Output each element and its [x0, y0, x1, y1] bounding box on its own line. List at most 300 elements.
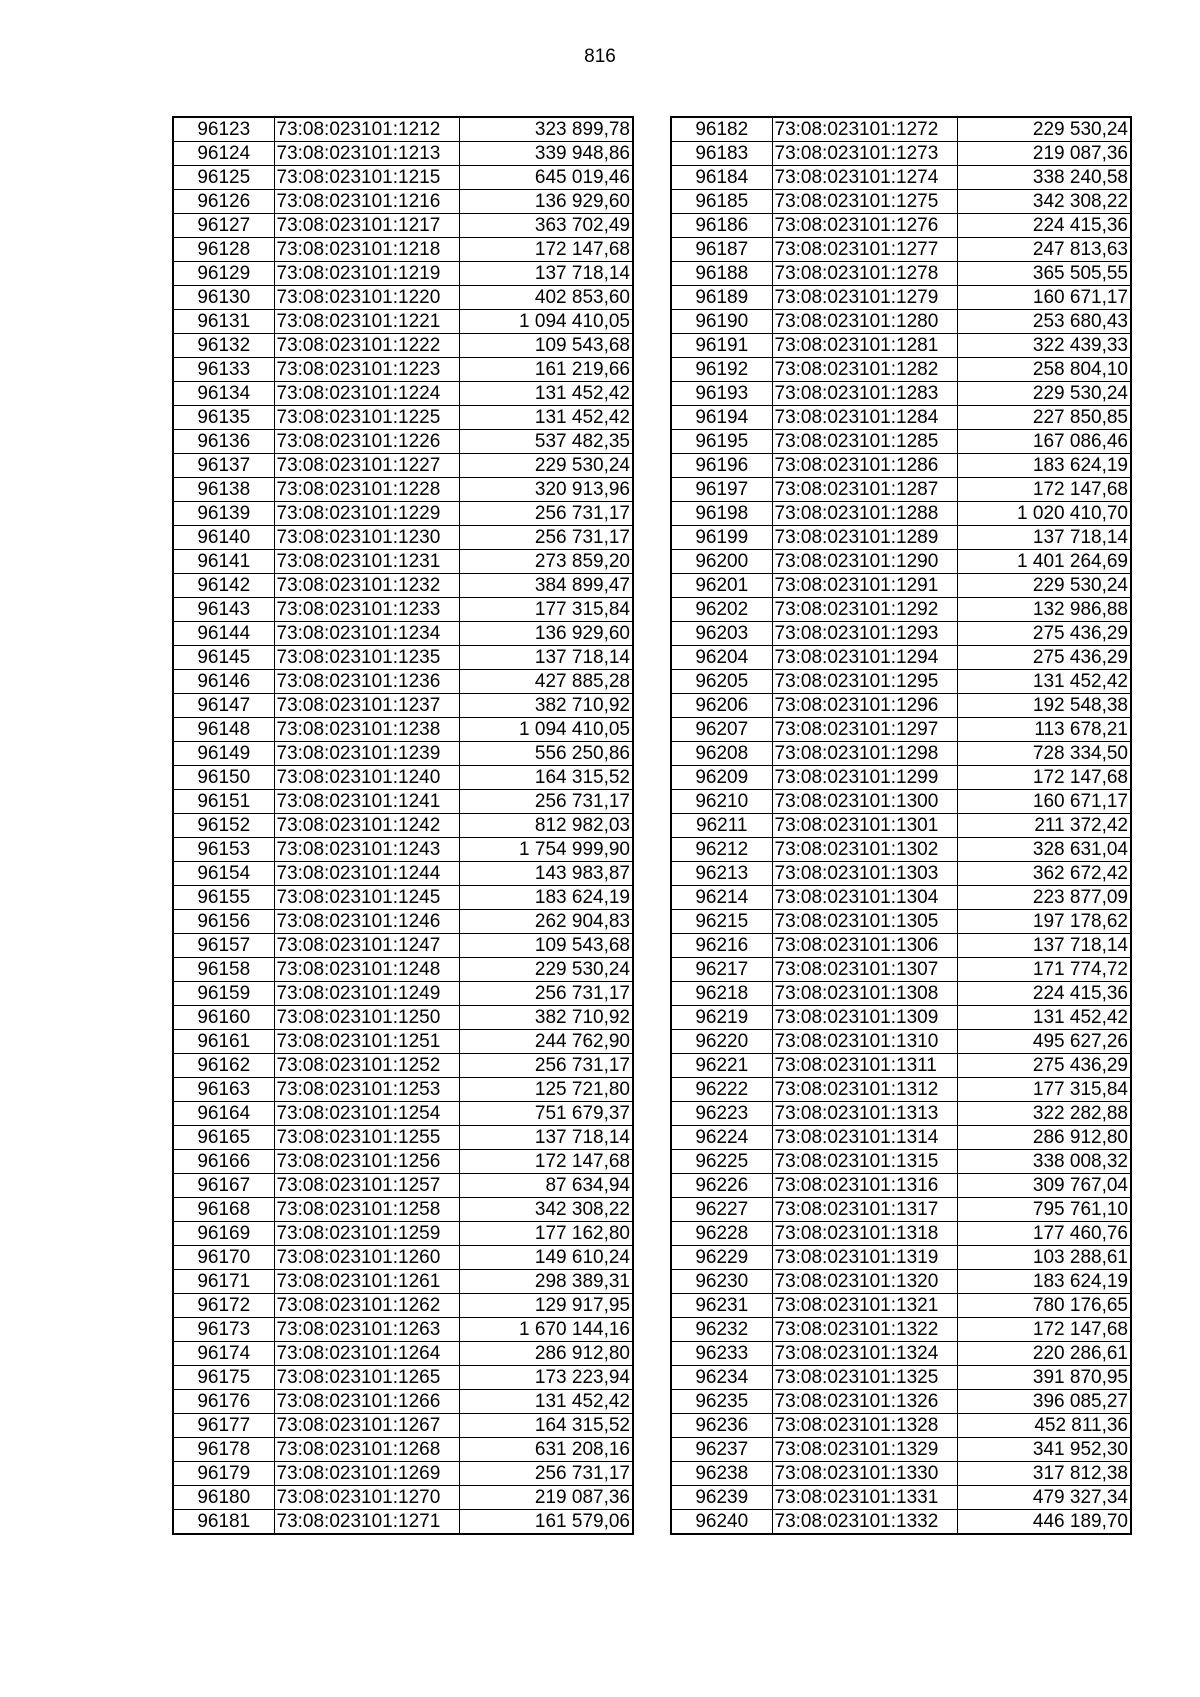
table-row: [173, 1438, 633, 1462]
cadastral-number-cell: 73:08:023101:1238: [274, 718, 459, 742]
value-cell: 172 147,68: [957, 766, 1131, 790]
cadastral-number-cell: 73:08:023101:1271: [274, 1510, 459, 1535]
row-number-cell: 96178: [173, 1438, 274, 1462]
value-cell: 172 147,68: [957, 1318, 1131, 1342]
value-cell: 256 731,17: [459, 1054, 633, 1078]
table-row: [173, 910, 633, 934]
value-cell: 224 415,36: [957, 214, 1131, 238]
cadastral-number-cell: 73:08:023101:1239: [274, 742, 459, 766]
cadastral-number-cell: 73:08:023101:1279: [772, 286, 957, 310]
cadastral-number-cell: 73:08:023101:1305: [772, 910, 957, 934]
row-number-cell: 96191: [671, 334, 772, 358]
row-number-cell: 96128: [173, 238, 274, 262]
cadastral-number-cell: 73:08:023101:1285: [772, 430, 957, 454]
cadastral-number-cell: 73:08:023101:1225: [274, 406, 459, 430]
value-cell: 396 085,27: [957, 1390, 1131, 1414]
row-number-cell: 96209: [671, 766, 772, 790]
row-number-cell: 96133: [173, 358, 274, 382]
row-number-cell: 96213: [671, 862, 772, 886]
cadastral-number-cell: 73:08:023101:1275: [772, 190, 957, 214]
row-number-cell: 96181: [173, 1510, 274, 1535]
value-cell: 131 452,42: [459, 1390, 633, 1414]
row-number-cell: 96170: [173, 1246, 274, 1270]
row-number-cell: 96230: [671, 1270, 772, 1294]
cadastral-number-cell: 73:08:023101:1260: [274, 1246, 459, 1270]
row-number-cell: 96233: [671, 1342, 772, 1366]
table-row: [173, 430, 633, 454]
table-row: [173, 862, 633, 886]
value-cell: 1 401 264,69: [957, 550, 1131, 574]
value-cell: 391 870,95: [957, 1366, 1131, 1390]
table-row: [173, 502, 633, 526]
cadastral-number-cell: 73:08:023101:1276: [772, 214, 957, 238]
value-cell: 167 086,46: [957, 430, 1131, 454]
value-cell: 1 670 144,16: [459, 1318, 633, 1342]
table-row: [173, 718, 633, 742]
table-row: [671, 286, 1131, 310]
cadastral-number-cell: 73:08:023101:1259: [274, 1222, 459, 1246]
cadastral-number-cell: 73:08:023101:1283: [772, 382, 957, 406]
row-number-cell: 96165: [173, 1126, 274, 1150]
row-number-cell: 96152: [173, 814, 274, 838]
cadastral-number-cell: 73:08:023101:1274: [772, 166, 957, 190]
row-number-cell: 96180: [173, 1486, 274, 1510]
table-row: [671, 310, 1131, 334]
table-row: [671, 190, 1131, 214]
cadastral-number-cell: 73:08:023101:1314: [772, 1126, 957, 1150]
table-row: [173, 1198, 633, 1222]
cadastral-number-cell: 73:08:023101:1295: [772, 670, 957, 694]
table-row: [173, 310, 633, 334]
cadastral-number-cell: 73:08:023101:1278: [772, 262, 957, 286]
cadastral-number-cell: 73:08:023101:1257: [274, 1174, 459, 1198]
cadastral-number-cell: 73:08:023101:1331: [772, 1486, 957, 1510]
row-number-cell: 96131: [173, 310, 274, 334]
cadastral-number-cell: 73:08:023101:1256: [274, 1150, 459, 1174]
row-number-cell: 96164: [173, 1102, 274, 1126]
row-number-cell: 96136: [173, 430, 274, 454]
value-cell: 109 543,68: [459, 934, 633, 958]
row-number-cell: 96147: [173, 694, 274, 718]
cadastral-number-cell: 73:08:023101:1248: [274, 958, 459, 982]
value-cell: 192 548,38: [957, 694, 1131, 718]
row-number-cell: 96130: [173, 286, 274, 310]
cadastral-number-cell: 73:08:023101:1280: [772, 310, 957, 334]
cadastral-number-cell: 73:08:023101:1215: [274, 166, 459, 190]
row-number-cell: 96155: [173, 886, 274, 910]
value-cell: 322 439,33: [957, 334, 1131, 358]
row-number-cell: 96143: [173, 598, 274, 622]
cadastral-number-cell: 73:08:023101:1316: [772, 1174, 957, 1198]
row-number-cell: 96148: [173, 718, 274, 742]
table-row: [173, 1222, 633, 1246]
row-number-cell: 96231: [671, 1294, 772, 1318]
cadastral-number-cell: 73:08:023101:1282: [772, 358, 957, 382]
cadastral-number-cell: 73:08:023101:1287: [772, 478, 957, 502]
cadastral-number-cell: 73:08:023101:1313: [772, 1102, 957, 1126]
cadastral-number-cell: 73:08:023101:1246: [274, 910, 459, 934]
table-row: [671, 1342, 1131, 1366]
value-cell: 556 250,86: [459, 742, 633, 766]
cadastral-number-cell: 73:08:023101:1296: [772, 694, 957, 718]
table-row: [671, 814, 1131, 838]
table-row: [173, 694, 633, 718]
value-cell: 219 087,36: [459, 1486, 633, 1510]
cadastral-number-cell: 73:08:023101:1301: [772, 814, 957, 838]
row-number-cell: 96135: [173, 406, 274, 430]
cadastral-number-cell: 73:08:023101:1294: [772, 646, 957, 670]
value-cell: 317 812,38: [957, 1462, 1131, 1486]
row-number-cell: 96205: [671, 670, 772, 694]
value-cell: 137 718,14: [459, 262, 633, 286]
cadastral-number-cell: 73:08:023101:1318: [772, 1222, 957, 1246]
table-row: [671, 1078, 1131, 1102]
cadastral-number-cell: 73:08:023101:1329: [772, 1438, 957, 1462]
row-number-cell: 96189: [671, 286, 772, 310]
value-cell: 339 948,86: [459, 142, 633, 166]
table-row: [671, 1030, 1131, 1054]
row-number-cell: 96127: [173, 214, 274, 238]
table-row: [671, 262, 1131, 286]
row-number-cell: 96237: [671, 1438, 772, 1462]
row-number-cell: 96174: [173, 1342, 274, 1366]
table-row: [173, 238, 633, 262]
cadastral-number-cell: 73:08:023101:1222: [274, 334, 459, 358]
table-row: [173, 1150, 633, 1174]
value-cell: 479 327,34: [957, 1486, 1131, 1510]
value-cell: 136 929,60: [459, 190, 633, 214]
value-cell: 427 885,28: [459, 670, 633, 694]
cadastral-number-cell: 73:08:023101:1321: [772, 1294, 957, 1318]
table-row: [671, 1414, 1131, 1438]
table-row: [173, 262, 633, 286]
value-cell: 1 020 410,70: [957, 502, 1131, 526]
cadastral-number-cell: 73:08:023101:1244: [274, 862, 459, 886]
table-row: [173, 766, 633, 790]
value-cell: 177 460,76: [957, 1222, 1131, 1246]
cadastral-number-cell: 73:08:023101:1229: [274, 502, 459, 526]
table-row: [671, 358, 1131, 382]
table-row: [173, 1342, 633, 1366]
value-cell: 113 678,21: [957, 718, 1131, 742]
registry-table-right-body: [671, 117, 1131, 1534]
cadastral-number-cell: 73:08:023101:1231: [274, 550, 459, 574]
value-cell: 132 986,88: [957, 598, 1131, 622]
row-number-cell: 96238: [671, 1462, 772, 1486]
cadastral-number-cell: 73:08:023101:1319: [772, 1246, 957, 1270]
value-cell: 256 731,17: [459, 502, 633, 526]
row-number-cell: 96157: [173, 934, 274, 958]
row-number-cell: 96211: [671, 814, 772, 838]
value-cell: 177 315,84: [459, 598, 633, 622]
value-cell: 172 147,68: [459, 238, 633, 262]
table-row: [671, 1318, 1131, 1342]
row-number-cell: 96172: [173, 1294, 274, 1318]
cadastral-number-cell: 73:08:023101:1297: [772, 718, 957, 742]
value-cell: 256 731,17: [459, 790, 633, 814]
value-cell: 342 308,22: [957, 190, 1131, 214]
row-number-cell: 96177: [173, 1414, 274, 1438]
value-cell: 229 530,24: [957, 117, 1131, 142]
cadastral-number-cell: 73:08:023101:1308: [772, 982, 957, 1006]
table-row: [671, 1390, 1131, 1414]
table-row: [671, 478, 1131, 502]
row-number-cell: 96214: [671, 886, 772, 910]
cadastral-number-cell: 73:08:023101:1281: [772, 334, 957, 358]
table-row: [671, 526, 1131, 550]
value-cell: 495 627,26: [957, 1030, 1131, 1054]
cadastral-number-cell: 73:08:023101:1299: [772, 766, 957, 790]
value-cell: 244 762,90: [459, 1030, 633, 1054]
value-cell: 728 334,50: [957, 742, 1131, 766]
table-row: [671, 1006, 1131, 1030]
row-number-cell: 96229: [671, 1246, 772, 1270]
row-number-cell: 96183: [671, 142, 772, 166]
table-row: [173, 838, 633, 862]
value-cell: 131 452,42: [957, 670, 1131, 694]
row-number-cell: 96184: [671, 166, 772, 190]
table-row: [173, 1294, 633, 1318]
cadastral-number-cell: 73:08:023101:1226: [274, 430, 459, 454]
cadastral-number-cell: 73:08:023101:1261: [274, 1270, 459, 1294]
table-row: [671, 1246, 1131, 1270]
table-row: [173, 1030, 633, 1054]
cadastral-number-cell: 73:08:023101:1266: [274, 1390, 459, 1414]
table-row: [671, 1366, 1131, 1390]
value-cell: 136 929,60: [459, 622, 633, 646]
value-cell: 183 624,19: [957, 454, 1131, 478]
table-row: [173, 190, 633, 214]
cadastral-number-cell: 73:08:023101:1310: [772, 1030, 957, 1054]
page-number: 816: [584, 46, 616, 67]
row-number-cell: 96199: [671, 526, 772, 550]
row-number-cell: 96185: [671, 190, 772, 214]
row-number-cell: 96145: [173, 646, 274, 670]
row-number-cell: 96162: [173, 1054, 274, 1078]
row-number-cell: 96173: [173, 1318, 274, 1342]
cadastral-number-cell: 73:08:023101:1237: [274, 694, 459, 718]
cadastral-number-cell: 73:08:023101:1270: [274, 1486, 459, 1510]
row-number-cell: 96158: [173, 958, 274, 982]
value-cell: 323 899,78: [459, 117, 633, 142]
table-row: [671, 910, 1131, 934]
value-cell: 338 240,58: [957, 166, 1131, 190]
table-row: [671, 934, 1131, 958]
table-row: [671, 982, 1131, 1006]
cadastral-number-cell: 73:08:023101:1302: [772, 838, 957, 862]
value-cell: 164 315,52: [459, 766, 633, 790]
row-number-cell: 96132: [173, 334, 274, 358]
table-row: [173, 1510, 633, 1535]
row-number-cell: 96232: [671, 1318, 772, 1342]
table-row: [671, 382, 1131, 406]
cadastral-number-cell: 73:08:023101:1272: [772, 117, 957, 142]
registry-table-left: [172, 116, 634, 1535]
value-cell: 256 731,17: [459, 982, 633, 1006]
cadastral-number-cell: 73:08:023101:1232: [274, 574, 459, 598]
table-row: [671, 1102, 1131, 1126]
value-cell: 247 813,63: [957, 238, 1131, 262]
table-row: [671, 1174, 1131, 1198]
cadastral-number-cell: 73:08:023101:1254: [274, 1102, 459, 1126]
registry-table-right: [670, 116, 1132, 1535]
cadastral-number-cell: 73:08:023101:1289: [772, 526, 957, 550]
value-cell: 273 859,20: [459, 550, 633, 574]
row-number-cell: 96175: [173, 1366, 274, 1390]
cadastral-number-cell: 73:08:023101:1326: [772, 1390, 957, 1414]
cadastral-number-cell: 73:08:023101:1247: [274, 934, 459, 958]
row-number-cell: 96141: [173, 550, 274, 574]
value-cell: 286 912,80: [957, 1126, 1131, 1150]
row-number-cell: 96197: [671, 478, 772, 502]
table-row: [173, 742, 633, 766]
cadastral-number-cell: 73:08:023101:1212: [274, 117, 459, 142]
value-cell: 137 718,14: [957, 934, 1131, 958]
cadastral-number-cell: 73:08:023101:1320: [772, 1270, 957, 1294]
row-number-cell: 96235: [671, 1390, 772, 1414]
table-row: [671, 958, 1131, 982]
row-number-cell: 96150: [173, 766, 274, 790]
value-cell: 253 680,43: [957, 310, 1131, 334]
row-number-cell: 96220: [671, 1030, 772, 1054]
row-number-cell: 96151: [173, 790, 274, 814]
value-cell: 161 219,66: [459, 358, 633, 382]
row-number-cell: 96218: [671, 982, 772, 1006]
row-number-cell: 96188: [671, 262, 772, 286]
cadastral-number-cell: 73:08:023101:1325: [772, 1366, 957, 1390]
row-number-cell: 96203: [671, 622, 772, 646]
table-row: [671, 1462, 1131, 1486]
row-number-cell: 96206: [671, 694, 772, 718]
table-row: [671, 502, 1131, 526]
cadastral-number-cell: 73:08:023101:1234: [274, 622, 459, 646]
cadastral-number-cell: 73:08:023101:1273: [772, 142, 957, 166]
row-number-cell: 96160: [173, 1006, 274, 1030]
cadastral-number-cell: 73:08:023101:1255: [274, 1126, 459, 1150]
table-row: [671, 1054, 1131, 1078]
cadastral-number-cell: 73:08:023101:1265: [274, 1366, 459, 1390]
value-cell: 131 452,42: [957, 1006, 1131, 1030]
value-cell: 103 288,61: [957, 1246, 1131, 1270]
value-cell: 363 702,49: [459, 214, 633, 238]
table-row: [173, 334, 633, 358]
value-cell: 1 094 410,05: [459, 718, 633, 742]
value-cell: 211 372,42: [957, 814, 1131, 838]
cadastral-number-cell: 73:08:023101:1315: [772, 1150, 957, 1174]
row-number-cell: 96129: [173, 262, 274, 286]
row-number-cell: 96125: [173, 166, 274, 190]
value-cell: 137 718,14: [459, 646, 633, 670]
table-row: [173, 670, 633, 694]
value-cell: 160 671,17: [957, 790, 1131, 814]
value-cell: 256 731,17: [459, 1462, 633, 1486]
cadastral-number-cell: 73:08:023101:1286: [772, 454, 957, 478]
row-number-cell: 96216: [671, 934, 772, 958]
table-row: [173, 1390, 633, 1414]
row-number-cell: 96200: [671, 550, 772, 574]
row-number-cell: 96163: [173, 1078, 274, 1102]
value-cell: 338 008,32: [957, 1150, 1131, 1174]
value-cell: 229 530,24: [459, 958, 633, 982]
table-row: [671, 1150, 1131, 1174]
value-cell: 229 530,24: [957, 574, 1131, 598]
value-cell: 183 624,19: [957, 1270, 1131, 1294]
cadastral-number-cell: 73:08:023101:1290: [772, 550, 957, 574]
value-cell: 309 767,04: [957, 1174, 1131, 1198]
row-number-cell: 96202: [671, 598, 772, 622]
table-row: [173, 1126, 633, 1150]
value-cell: 362 672,42: [957, 862, 1131, 886]
cadastral-number-cell: 73:08:023101:1300: [772, 790, 957, 814]
table-row: [671, 334, 1131, 358]
row-number-cell: 96124: [173, 142, 274, 166]
table-row: [173, 1366, 633, 1390]
cadastral-number-cell: 73:08:023101:1243: [274, 838, 459, 862]
value-cell: 645 019,46: [459, 166, 633, 190]
table-row: [671, 430, 1131, 454]
value-cell: 286 912,80: [459, 1342, 633, 1366]
row-number-cell: 96137: [173, 454, 274, 478]
table-row: [173, 406, 633, 430]
table-row: [173, 526, 633, 550]
cadastral-number-cell: 73:08:023101:1227: [274, 454, 459, 478]
cadastral-number-cell: 73:08:023101:1298: [772, 742, 957, 766]
table-row: [671, 718, 1131, 742]
row-number-cell: 96207: [671, 718, 772, 742]
value-cell: 227 850,85: [957, 406, 1131, 430]
value-cell: 224 415,36: [957, 982, 1131, 1006]
row-number-cell: 96223: [671, 1102, 772, 1126]
value-cell: 751 679,37: [459, 1102, 633, 1126]
table-row: [173, 358, 633, 382]
row-number-cell: 96126: [173, 190, 274, 214]
cadastral-number-cell: 73:08:023101:1268: [274, 1438, 459, 1462]
table-row: [671, 766, 1131, 790]
table-row: [671, 1222, 1131, 1246]
cadastral-number-cell: 73:08:023101:1309: [772, 1006, 957, 1030]
row-number-cell: 96156: [173, 910, 274, 934]
cadastral-number-cell: 73:08:023101:1220: [274, 286, 459, 310]
value-cell: 631 208,16: [459, 1438, 633, 1462]
value-cell: 1 094 410,05: [459, 310, 633, 334]
value-cell: 131 452,42: [459, 406, 633, 430]
value-cell: 275 436,29: [957, 622, 1131, 646]
table-row: [173, 478, 633, 502]
row-number-cell: 96192: [671, 358, 772, 382]
cadastral-number-cell: 73:08:023101:1236: [274, 670, 459, 694]
table-row: [671, 1510, 1131, 1535]
value-cell: 223 877,09: [957, 886, 1131, 910]
cadastral-number-cell: 73:08:023101:1241: [274, 790, 459, 814]
cadastral-number-cell: 73:08:023101:1258: [274, 1198, 459, 1222]
cadastral-number-cell: 73:08:023101:1304: [772, 886, 957, 910]
cadastral-number-cell: 73:08:023101:1269: [274, 1462, 459, 1486]
cadastral-number-cell: 73:08:023101:1312: [772, 1078, 957, 1102]
value-cell: 365 505,55: [957, 262, 1131, 286]
value-cell: 446 189,70: [957, 1510, 1131, 1535]
table-row: [173, 214, 633, 238]
table-row: [173, 886, 633, 910]
row-number-cell: 96146: [173, 670, 274, 694]
value-cell: 183 624,19: [459, 886, 633, 910]
table-row: [671, 1294, 1131, 1318]
cadastral-number-cell: 73:08:023101:1332: [772, 1510, 957, 1535]
table-row: [671, 238, 1131, 262]
cadastral-number-cell: 73:08:023101:1251: [274, 1030, 459, 1054]
cadastral-number-cell: 73:08:023101:1233: [274, 598, 459, 622]
table-row: [671, 694, 1131, 718]
cadastral-number-cell: 73:08:023101:1311: [772, 1054, 957, 1078]
